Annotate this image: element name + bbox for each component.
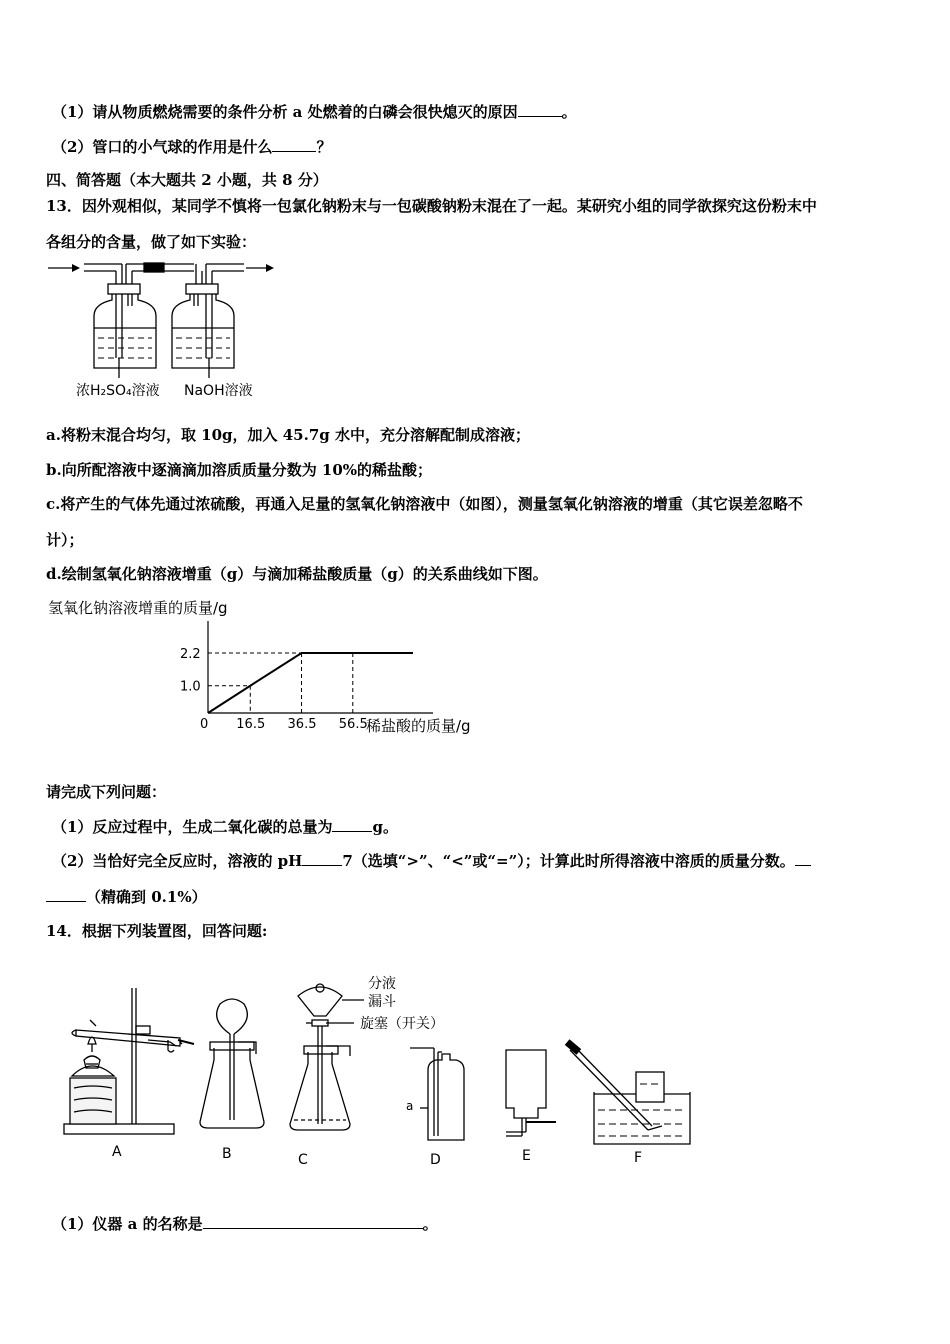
mass-increase-chart <box>40 595 510 745</box>
apparatus-f <box>566 1040 690 1144</box>
apparatus-e <box>506 1050 556 1136</box>
label-d: D <box>430 1152 441 1168</box>
question-13-2: （2）当恰好完全反应时，溶液的 pH 7（选填“>”、“<”或“=”）；计算此时所得溶液中溶质的质量分数。 <box>52 850 811 871</box>
chart-y-axis-label: 氢氧化钠溶液增重的质量/g <box>48 599 228 617</box>
question-14: 14．根据下列装置图，回答问题: <box>46 922 268 940</box>
chart-x-tick-label: 36.5 <box>287 717 317 732</box>
chart-series-line <box>208 653 413 713</box>
prompt-text: 请完成下列问题： <box>46 783 167 801</box>
question-12-2: （2）管口的小气球的作用是什么 ？ <box>52 138 332 156</box>
question-12-1: （1）请从物质燃烧需要的条件分析 a 处燃着的白磷会很快熄灭的原因 。 <box>52 103 577 121</box>
label-b: B <box>222 1146 232 1162</box>
step-d: d.绘制氢氧化钠溶液增重（g）与滴加稀盐酸质量（g）的关系曲线如下图。 <box>46 565 548 583</box>
step-b: b.向所配溶液中逐滴滴加溶质质量分数为 10%的稀盐酸； <box>46 461 433 479</box>
question-13-text: 13．因外观相似，某同学不慎将一包氯化钠粉末与一包碳酸钠粉末混在了一起。某研究小组的同学欲探究这份粉末中 <box>46 197 817 215</box>
answer-blank[interactable] <box>203 1213 423 1229</box>
instrument-a-label: a <box>406 1099 414 1113</box>
left-bottle-label: 浓H₂SO₄溶液 <box>76 383 160 399</box>
answer-blank[interactable] <box>795 850 811 866</box>
chart-x-axis-label: 稀盐酸的质量/g <box>366 717 471 735</box>
label-e: E <box>522 1148 531 1164</box>
section-heading: 四、简答题（本大题共 2 小题，共 8 分） <box>46 171 328 189</box>
apparatus-a <box>64 1124 174 1134</box>
step-c-cont: 计）； <box>46 531 84 549</box>
step-c: c.将产生的气体先通过浓硫酸，再通入足量的氢氧化钠溶液中（如图），测量氢氧化钠溶液的增重（其它误差忽略不 <box>46 495 803 513</box>
apparatus-b <box>200 999 264 1128</box>
chart-y-tick-label: 2.2 <box>180 647 201 662</box>
label-f: F <box>634 1150 643 1166</box>
gas-washing-bottles-figure <box>44 258 284 403</box>
question-13-2-cont: （精确到 0.1%） <box>46 886 207 907</box>
apparatus-d <box>410 1048 464 1140</box>
right-bottle-label: NaOH溶液 <box>184 383 253 399</box>
funnel-label-2: 漏斗 <box>368 994 396 1010</box>
answer-blank[interactable] <box>518 101 562 117</box>
chart-y-tick-label: 1.0 <box>180 679 201 695</box>
answer-blank[interactable] <box>302 850 342 866</box>
funnel-label-1: 分液 <box>368 976 396 992</box>
apparatus-figure <box>50 960 710 1175</box>
chart-origin-label: 0 <box>200 717 209 732</box>
label-c: C <box>298 1152 308 1168</box>
question-13-1: （1）反应过程中，生成二氧化碳的总量为 g。 <box>52 818 398 836</box>
question-14-1: （1）仪器 a 的名称是 。 <box>52 1215 438 1233</box>
question-13-text-cont: 各组分的含量，做了如下实验： <box>46 233 257 251</box>
chart-x-tick-label: 56.5 <box>338 717 368 732</box>
step-a: a.将粉末混合均匀，取 10g，加入 45.7g 水中，充分溶解配制成溶液； <box>46 426 530 444</box>
stopcock-label: 旋塞（开关） <box>360 1016 444 1032</box>
answer-blank[interactable] <box>272 136 316 152</box>
apparatus-c <box>290 984 364 1130</box>
answer-blank[interactable] <box>46 886 86 902</box>
label-a: A <box>112 1144 122 1160</box>
answer-blank[interactable] <box>332 816 372 832</box>
chart-x-tick-label: 16.5 <box>236 717 266 732</box>
